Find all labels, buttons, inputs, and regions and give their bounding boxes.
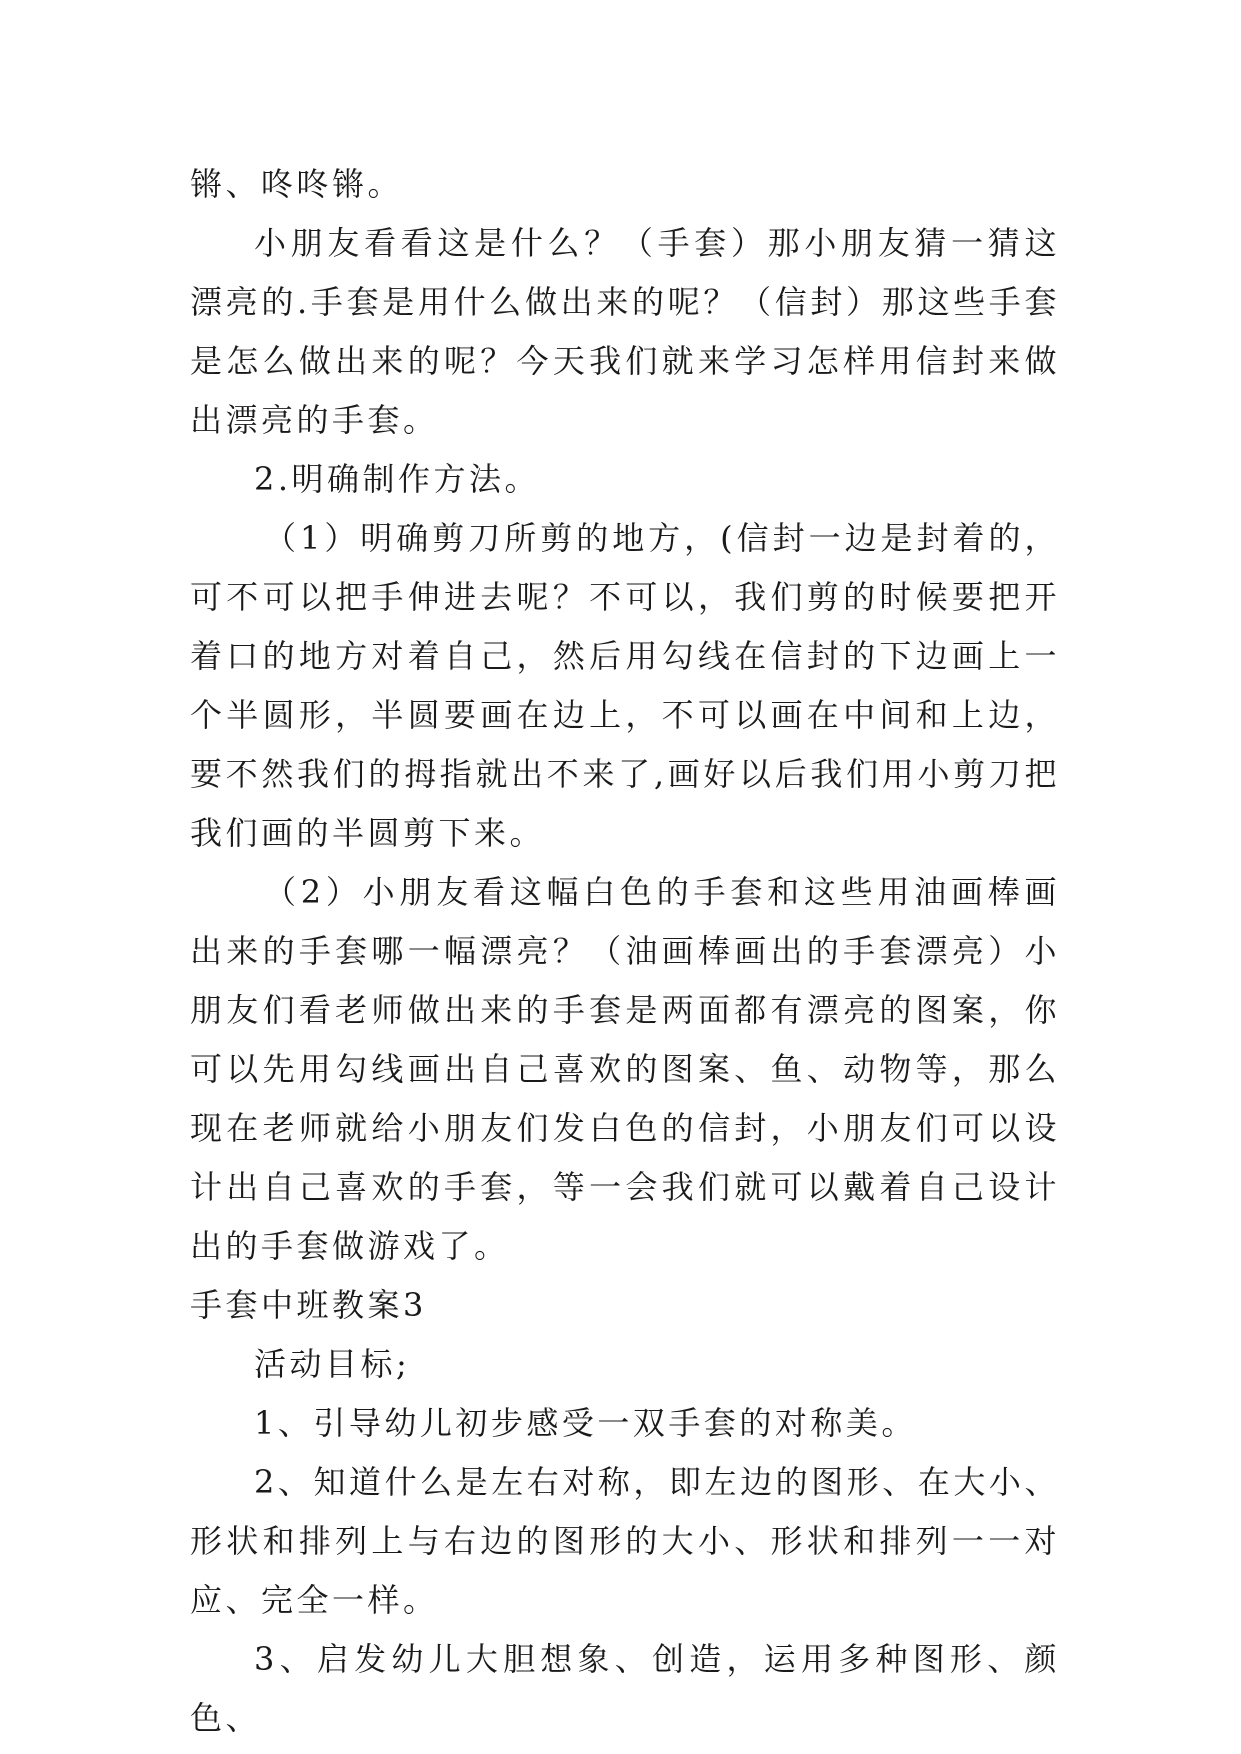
- objectives-heading: 活动目标;: [254, 1345, 411, 1383]
- lesson-title: 手套中班教案3: [190, 1286, 427, 1324]
- paragraph-intro-question: 小朋友看看这是什么？（手套）那小朋友猜一猜这漂亮的.手套是用什么做出来的呢？（信封）那这些手套是怎么做出来的呢？今天我们就来学习怎样用信封来做出漂亮的手套。: [190, 224, 1060, 439]
- paragraph-step-2: （2）小朋友看这幅白色的手套和这些用油画棒画出来的手套哪一幅漂亮？（油画棒画出的手套漂亮）小朋友们看老师做出来的手套是两面都有漂亮的图案，你可以先用勾线画出自己喜欢的图案、鱼、动物等，那么现在老师就给小朋友们发白色的信封，小朋友们可以设计出自己喜欢的手套，等一会我们就可以戴着自己设计出的手套做游戏了。: [190, 873, 1060, 1265]
- section-heading-method: 2.明确制作方法。: [254, 460, 541, 498]
- objective-1: 1、引导幼儿初步感受一双手套的对称美。: [254, 1404, 917, 1442]
- objective-3: 3、启发幼儿大胆想象、创造，运用多种图形、颜色、: [190, 1640, 1060, 1737]
- document-body: [190, 155, 1060, 1748]
- paragraph-continuation: 锵、咚咚锵。: [190, 165, 404, 203]
- paragraph-step-1: （1）明确剪刀所剪的地方，(信封一边是封着的，可不可以把手伸进去呢？不可以，我们剪的时候要把开着口的地方对着自己，然后用勾线在信封的下边画上一个半圆形，半圆要画在边上，不可以画在中间和上边，要不然我们的拇指就出不来了,画好以后我们用小剪刀把我们画的半圆剪下来。: [190, 519, 1060, 852]
- objective-2: 2、知道什么是左右对称，即左边的图形、在大小、形状和排列上与右边的图形的大小、形状和排列一一对应、完全一样。: [190, 1463, 1060, 1619]
